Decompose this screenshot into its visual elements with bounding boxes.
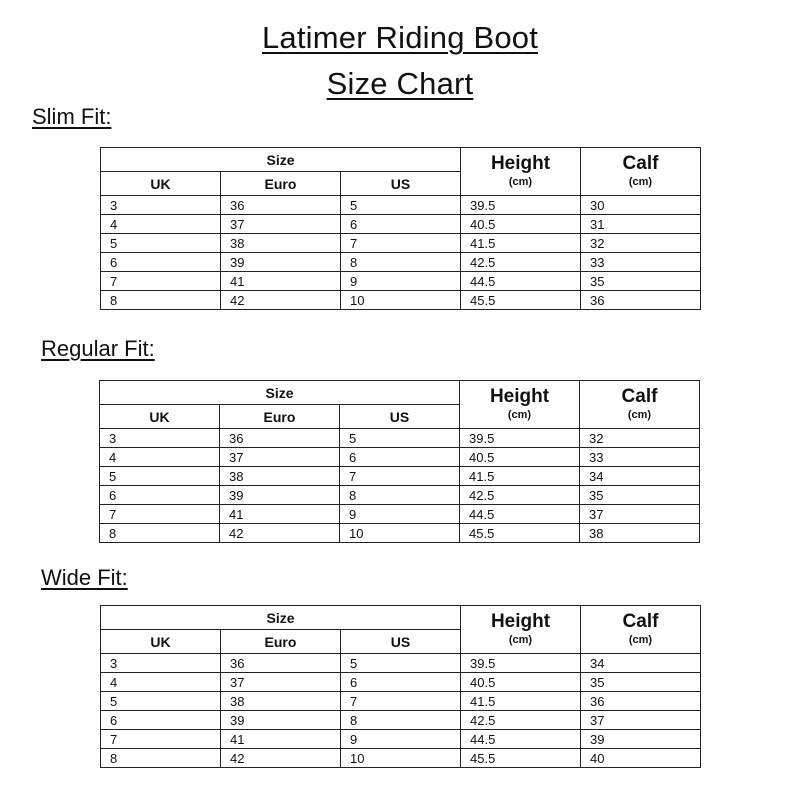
cell-uk: 4 xyxy=(101,673,221,692)
cell-calf: 31 xyxy=(581,215,701,234)
table-row xyxy=(100,486,700,505)
cell-calf: 37 xyxy=(580,505,700,524)
cell-euro: 37 xyxy=(221,215,341,234)
table-row xyxy=(101,654,701,673)
cell-calf: 35 xyxy=(580,486,700,505)
header-calf xyxy=(580,381,700,429)
cell-calf: 35 xyxy=(581,272,701,291)
cell-height: 42.5 xyxy=(460,486,580,505)
cell-uk: 3 xyxy=(100,429,220,448)
cell-height: 41.5 xyxy=(461,692,581,711)
cell-height: 39.5 xyxy=(461,654,581,673)
header-size: Size xyxy=(101,148,461,172)
cell-us: 6 xyxy=(341,673,461,692)
header-height-label: Height xyxy=(490,610,551,632)
cell-us: 8 xyxy=(341,253,461,272)
header-uk: UK xyxy=(100,405,220,429)
cell-euro: 39 xyxy=(220,486,340,505)
cell-height: 40.5 xyxy=(461,215,581,234)
cell-us: 5 xyxy=(341,654,461,673)
cell-euro: 42 xyxy=(220,524,340,543)
cell-uk: 4 xyxy=(100,448,220,467)
cell-uk: 4 xyxy=(101,215,221,234)
cell-euro: 42 xyxy=(221,749,341,768)
size-table-wide-fit xyxy=(100,605,701,768)
cell-height: 45.5 xyxy=(461,291,581,310)
cell-uk: 8 xyxy=(101,291,221,310)
header-euro: Euro xyxy=(221,630,341,654)
cell-height: 41.5 xyxy=(461,234,581,253)
cell-calf: 38 xyxy=(580,524,700,543)
header-us: US xyxy=(341,630,461,654)
cell-us: 5 xyxy=(340,429,460,448)
cell-us: 5 xyxy=(341,196,461,215)
cell-euro: 41 xyxy=(220,505,340,524)
table-row xyxy=(100,448,700,467)
cell-height: 41.5 xyxy=(460,467,580,486)
table-row xyxy=(100,429,700,448)
cell-height: 42.5 xyxy=(461,253,581,272)
header-us: US xyxy=(340,405,460,429)
header-height-label: Height xyxy=(490,152,551,174)
cell-calf: 34 xyxy=(580,467,700,486)
table-row xyxy=(101,234,701,253)
cell-euro: 41 xyxy=(221,730,341,749)
cell-uk: 7 xyxy=(101,730,221,749)
cell-height: 44.5 xyxy=(460,505,580,524)
header-size: Size xyxy=(101,606,461,630)
header-height xyxy=(461,606,581,654)
cell-uk: 5 xyxy=(101,692,221,711)
cell-us: 7 xyxy=(341,692,461,711)
cell-calf: 36 xyxy=(581,692,701,711)
table-row xyxy=(101,673,701,692)
cell-calf: 35 xyxy=(581,673,701,692)
table-row xyxy=(101,291,701,310)
header-us: US xyxy=(341,172,461,196)
cell-height: 42.5 xyxy=(461,711,581,730)
header-height-unit: (cm) xyxy=(508,175,533,188)
cell-calf: 36 xyxy=(581,291,701,310)
table-row xyxy=(101,215,701,234)
cell-height: 44.5 xyxy=(461,272,581,291)
header-calf-label: Calf xyxy=(622,152,659,174)
cell-euro: 39 xyxy=(221,711,341,730)
cell-height: 44.5 xyxy=(461,730,581,749)
cell-uk: 3 xyxy=(101,196,221,215)
size-table-regular-fit xyxy=(99,380,700,543)
cell-uk: 6 xyxy=(101,711,221,730)
cell-euro: 37 xyxy=(221,673,341,692)
header-height-unit: (cm) xyxy=(508,633,533,646)
size-table-slim-fit xyxy=(100,147,701,310)
page-title: Latimer Riding Boot xyxy=(261,20,539,55)
cell-us: 10 xyxy=(341,749,461,768)
table-row xyxy=(101,711,701,730)
cell-euro: 42 xyxy=(221,291,341,310)
header-calf-label: Calf xyxy=(621,385,658,407)
header-uk: UK xyxy=(101,630,221,654)
cell-euro: 36 xyxy=(221,654,341,673)
table-row xyxy=(101,253,701,272)
header-calf-unit: (cm) xyxy=(627,408,652,421)
cell-calf: 34 xyxy=(581,654,701,673)
cell-us: 8 xyxy=(341,711,461,730)
cell-euro: 39 xyxy=(221,253,341,272)
cell-us: 6 xyxy=(341,215,461,234)
cell-uk: 8 xyxy=(101,749,221,768)
header-calf xyxy=(581,606,701,654)
header-euro: Euro xyxy=(220,405,340,429)
cell-calf: 40 xyxy=(581,749,701,768)
cell-height: 39.5 xyxy=(461,196,581,215)
cell-us: 7 xyxy=(340,467,460,486)
cell-euro: 36 xyxy=(221,196,341,215)
table-row xyxy=(101,730,701,749)
header-euro: Euro xyxy=(221,172,341,196)
cell-uk: 5 xyxy=(101,234,221,253)
header-height xyxy=(461,148,581,196)
table-row xyxy=(100,467,700,486)
cell-height: 40.5 xyxy=(461,673,581,692)
cell-height: 45.5 xyxy=(461,749,581,768)
header-size: Size xyxy=(100,381,460,405)
cell-us: 9 xyxy=(341,272,461,291)
cell-uk: 6 xyxy=(101,253,221,272)
cell-us: 10 xyxy=(341,291,461,310)
cell-euro: 38 xyxy=(221,234,341,253)
section-label-slim-fit: Slim Fit: xyxy=(32,104,112,129)
cell-calf: 33 xyxy=(580,448,700,467)
cell-uk: 6 xyxy=(100,486,220,505)
section-label-regular-fit: Regular Fit: xyxy=(41,336,155,361)
section-label-wide-fit: Wide Fit: xyxy=(41,565,128,590)
header-height-label: Height xyxy=(489,385,550,407)
cell-uk: 5 xyxy=(100,467,220,486)
header-height-unit: (cm) xyxy=(507,408,532,421)
header-calf-unit: (cm) xyxy=(628,633,653,646)
cell-euro: 37 xyxy=(220,448,340,467)
cell-calf: 32 xyxy=(580,429,700,448)
cell-euro: 36 xyxy=(220,429,340,448)
cell-uk: 3 xyxy=(101,654,221,673)
table-row xyxy=(101,196,701,215)
cell-euro: 38 xyxy=(220,467,340,486)
cell-height: 45.5 xyxy=(460,524,580,543)
cell-uk: 8 xyxy=(100,524,220,543)
cell-height: 40.5 xyxy=(460,448,580,467)
cell-calf: 33 xyxy=(581,253,701,272)
cell-us: 6 xyxy=(340,448,460,467)
cell-calf: 39 xyxy=(581,730,701,749)
cell-calf: 37 xyxy=(581,711,701,730)
cell-euro: 38 xyxy=(221,692,341,711)
cell-uk: 7 xyxy=(100,505,220,524)
cell-height: 39.5 xyxy=(460,429,580,448)
cell-uk: 7 xyxy=(101,272,221,291)
header-calf-unit: (cm) xyxy=(628,175,653,188)
header-calf xyxy=(581,148,701,196)
cell-us: 8 xyxy=(340,486,460,505)
header-uk: UK xyxy=(101,172,221,196)
table-row xyxy=(101,692,701,711)
table-row xyxy=(100,505,700,524)
cell-us: 7 xyxy=(341,234,461,253)
header-height xyxy=(460,381,580,429)
cell-us: 10 xyxy=(340,524,460,543)
table-row xyxy=(100,524,700,543)
page-subtitle: Size Chart xyxy=(326,66,474,101)
table-row xyxy=(101,272,701,291)
cell-calf: 32 xyxy=(581,234,701,253)
header-calf-label: Calf xyxy=(622,610,659,632)
cell-calf: 30 xyxy=(581,196,701,215)
cell-us: 9 xyxy=(341,730,461,749)
table-row xyxy=(101,749,701,768)
cell-us: 9 xyxy=(340,505,460,524)
cell-euro: 41 xyxy=(221,272,341,291)
